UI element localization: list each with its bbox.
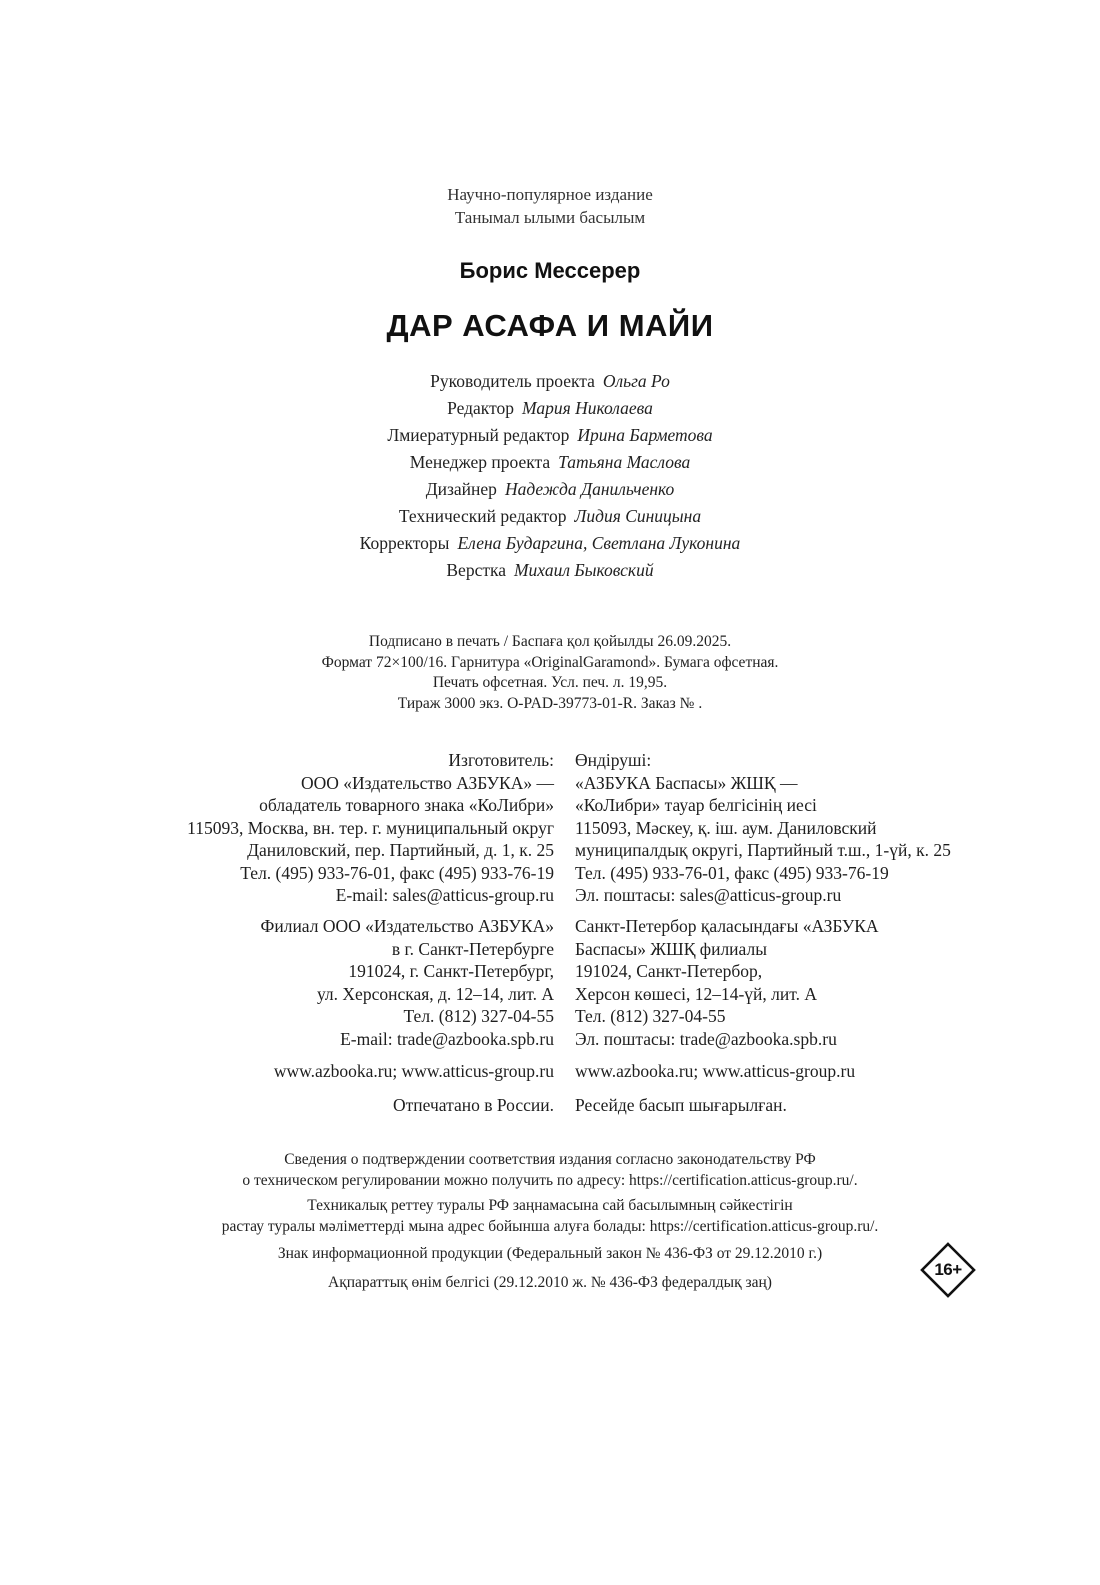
- print-info-line: Формат 72×100/16. Гарнитура «OriginalGaramond». Бумага офсетная.: [321, 653, 779, 671]
- email-kz-sales: Эл. поштасы: sales@atticus-group.ru: [575, 885, 842, 905]
- manufacturer-kz-line: «КоЛибри» тауар белгісінің иесі: [575, 795, 817, 815]
- manufacturer-ru-line: Даниловский, пер. Партийный, д. 1, к. 25: [247, 840, 554, 860]
- credit-row: [0, 422, 1100, 449]
- credit-name: Михаил Быковский: [513, 560, 654, 580]
- manufacturer-ru-line: обладатель товарного знака «КоЛибри»: [259, 795, 554, 815]
- credit-row: [0, 530, 1100, 557]
- branch-ru-line: Филиал ООО «Издательство АЗБУКА»: [260, 916, 554, 936]
- printed-in-ru: Отпечатано в России.: [393, 1095, 554, 1115]
- branch-ru-line: 191024, г. Санкт-Петербург,: [348, 961, 554, 981]
- credit-name: Ирина Барметова: [577, 425, 713, 445]
- age-rating-label: 16+: [934, 1260, 962, 1279]
- credit-row: [0, 476, 1100, 503]
- certification-note-line: растау туралы мәліметтерді мына адрес бойынша алуға болады: https://certification.atticus-group.ru/.: [221, 1218, 879, 1235]
- credit-role: Редактор: [447, 398, 514, 418]
- credit-row: [0, 368, 1100, 395]
- credit-role: Лмиературный редактор: [387, 425, 570, 445]
- age-rating-badge: [920, 1242, 976, 1298]
- certification-note-line: о техническом регулировании можно получить по адресу: https://certification.atticus-group.ru/.: [242, 1172, 858, 1189]
- credit-row: [0, 449, 1100, 476]
- print-info-line: Печать офсетная. Усл. печ. л. 19,95.: [432, 674, 668, 691]
- manufacturer-kz-line: муниципалдық округі, Партийный т.ш., 1-үй, к. 25: [575, 840, 951, 860]
- branch-kz-line: Баспасы» ЖШҚ филиалы: [575, 938, 767, 959]
- manufacturer-kz-line: Өндіруші:: [575, 750, 652, 770]
- certification-note-ru: [0, 1149, 1100, 1191]
- credit-row: [0, 395, 1100, 422]
- credit-role: Дизайнер: [425, 479, 497, 499]
- credit-name: Надежда Данильченко: [504, 479, 675, 499]
- credit-name: Елена Бударгина, Светлана Луконина: [457, 533, 741, 553]
- print-info-line: Тираж 3000 экз. О-PAD-39773-01-R. Заказ № .: [397, 694, 703, 712]
- branch-ru-line: в г. Санкт-Петербурге: [391, 938, 554, 959]
- manufacturer-ru-line: Тел. (495) 933-76-01, факс (495) 933-76-19: [240, 862, 554, 883]
- credit-role: Менеджер проекта: [409, 452, 551, 472]
- branch-kz-line: Тел. (812) 327-04-55: [575, 1006, 726, 1026]
- credit-name: Лидия Синицына: [574, 506, 702, 526]
- credit-name: Ольга Ро: [602, 371, 670, 391]
- credit-name: Татьяна Маслова: [558, 452, 691, 472]
- manufacturer-kz-line: «АЗБУКА Баспасы» ЖШҚ —: [575, 772, 798, 793]
- branch-ru-line: ул. Херсонская, д. 12–14, лит. А: [316, 983, 554, 1004]
- manufacturer-ru-line: Изготовитель:: [448, 750, 554, 770]
- email-ru-sales: E-mail: sales@atticus-group.ru: [335, 885, 554, 905]
- certification-note-line: Техникалық реттеу туралы РФ заңнамасына сай басылымның сәйкестігін: [307, 1197, 793, 1214]
- credit-row: [0, 503, 1100, 530]
- credit-row: [0, 557, 1100, 584]
- branch-kz-line: Санкт-Петербор қаласындағы «АЗБУКА: [575, 916, 879, 936]
- credit-role: Корректоры: [359, 533, 450, 553]
- manufacturer-ru-line: ООО «Издательство АЗБУКА» —: [300, 772, 554, 793]
- websites-ru: www.azbooka.ru; www.atticus-group.ru: [273, 1061, 554, 1081]
- book-author: Борис Мессерер: [459, 258, 641, 283]
- manufacturer-ru-line: 115093, Москва, вн. тер. г. муниципальный округ: [187, 817, 554, 838]
- book-title: ДАР АСАФА И МАЙИ: [386, 308, 714, 343]
- branch-kz: [575, 915, 995, 1050]
- branch-ru: [120, 915, 554, 1050]
- certification-note-kz: [0, 1195, 1100, 1237]
- credit-role: Руководитель проекта: [430, 371, 595, 391]
- info-sign-note-kz: Ақпараттық өнім белгісі (29.12.2010 ж. № 436-ФЗ федералдық заң): [328, 1274, 772, 1291]
- edition-type-ru: Научно-популярное издание: [447, 185, 653, 204]
- printed-in-kz: Ресейде басып шығарылған.: [575, 1095, 787, 1115]
- branch-kz-line: Херсон көшесі, 12–14-үй, лит. А: [575, 983, 817, 1004]
- credits-list: [0, 368, 1100, 584]
- print-info: [0, 632, 1100, 714]
- credit-name: Мария Николаева: [522, 398, 653, 418]
- manufacturer-ru: [120, 749, 554, 907]
- manufacturer-kz: [575, 749, 995, 907]
- edition-type-kz: Танымал ылыми басылым: [454, 208, 646, 227]
- manufacturer-kz-line: 115093, Мәскеу, қ. іш. аум. Даниловский: [575, 817, 877, 838]
- branch-kz-line: 191024, Санкт-Петербор,: [575, 961, 763, 981]
- manufacturer-kz-line: Тел. (495) 933-76-01, факс (495) 933-76-19: [575, 862, 889, 883]
- info-sign-note-ru: Знак информационной продукции (Федеральный закон № 436-ФЗ от 29.12.2010 г.): [277, 1245, 823, 1262]
- certification-note-line: Сведения о подтверждении соответствия издания согласно законодательству РФ: [284, 1151, 816, 1168]
- branch-ru-line: Тел. (812) 327-04-55: [403, 1006, 554, 1026]
- websites-kz: www.azbooka.ru; www.atticus-group.ru: [575, 1061, 856, 1081]
- credit-role: Технический редактор: [398, 506, 567, 526]
- credit-role: Верстка: [446, 560, 506, 580]
- email-kz-trade: Эл. поштасы: trade@azbooka.spb.ru: [575, 1028, 837, 1049]
- print-info-line: Подписано в печать / Баспаға қол қойылды 26.09.2025.: [368, 633, 732, 650]
- email-ru-trade: E-mail: trade@azbooka.spb.ru: [340, 1028, 554, 1049]
